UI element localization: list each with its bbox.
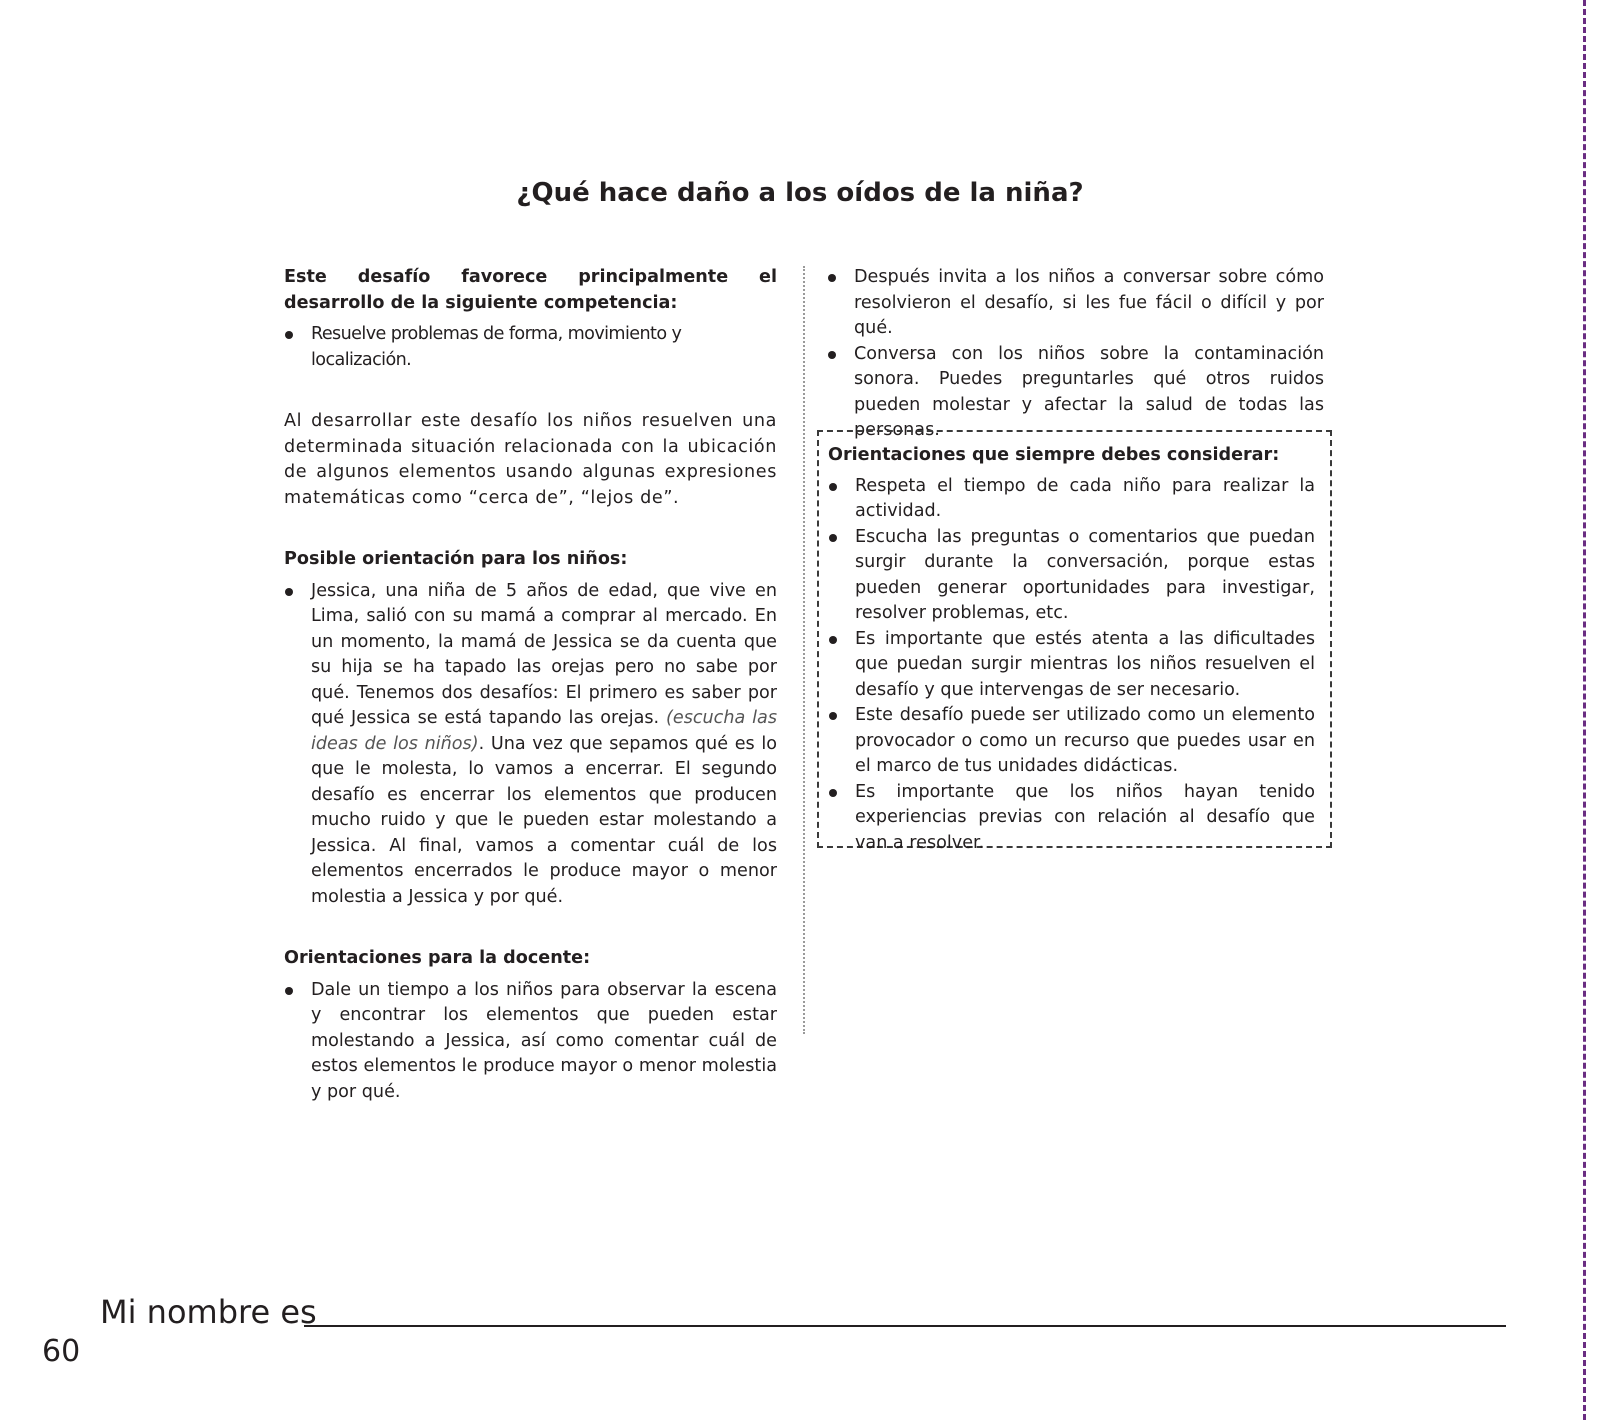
bullet-icon [285,588,293,596]
bullet-icon [285,987,293,995]
teacher-list [284,978,777,1106]
list-item [828,703,1315,780]
name-label: Mi nombre es [100,1293,317,1331]
right-column [827,265,1324,444]
orientation-list [284,579,777,911]
list-item [828,627,1315,704]
teacher-item-text: Dale un tiempo a los niños para observar la escena y encontrar los elementos que pueden estar molestando a Jessica, así como comentar cuál de estos elementos le produce mayor o menor molestia y por qué. [311,979,777,1102]
follow-up-list [827,265,1324,444]
orientation-italic-note: (escucha las ideas de los niños) [311,708,777,754]
bullet-icon [285,331,293,339]
bullet-icon [829,712,837,720]
follow-up-item-text: Después invita a los niños a conversar sobre cómo resolvieron el desafío, si les fue fácil o difícil y por qué. [854,267,1324,338]
column-divider [803,266,805,1034]
considerations-box [817,430,1332,853]
bullet-icon [829,534,837,542]
cut-line [1583,0,1586,1420]
competency-list [284,322,777,373]
left-column [284,265,777,1105]
bullet-icon [828,351,836,359]
orientation-text-part2: . Una vez que sepamos qué es lo que le molesta, lo vamos a encerrar. El segundo desafío es encerrar los elementos que producen mucho ruido y que le pueden estar molestando a Jessica. Al final, vamos a comentar cuál de los elementos encerrados le produce mayor o menor molestia a Jessica y por qué. [311,733,777,907]
teacher-heading: Orientaciones para la docente: [284,948,591,968]
name-write-line[interactable] [304,1325,1506,1327]
list-item [828,780,1315,857]
list-item [827,342,1324,444]
bullet-icon [829,483,837,491]
orientation-text-part1: Jessica, una niña de 5 años de edad, que vive en Lima, salió con su mamá a comprar al mercado. En un momento, la mamá de Jessica se da cuenta que su hija se ha tapado las orejas pero no sabe por qué. Tenemos dos desafíos: El primero es saber por qué Jessica se está tapando las orejas. [311,580,777,728]
orientation-heading: Posible orientación para los niños: [284,549,628,569]
list-item [284,322,777,373]
bullet-icon [829,789,837,797]
list-item [284,579,777,911]
consideration-text: Este desafío puede ser utilizado como un elemento provocador o como un recurso que puedes usar en el marco de tus unidades didácticas. [855,705,1315,776]
list-item [828,525,1315,627]
consideration-text: Escucha las preguntas o comentarios que puedan surgir durante la conversación, porque estas pueden generar oportunidades para investigar, resolver problemas, etc. [855,526,1315,623]
consideration-text: Es importante que los niños hayan tenido experiencias previas con relación al desafío que van a resolver. [855,781,1315,853]
considerations-list [828,474,1315,857]
intro-paragraph: Al desarrollar este desafío los niños resuelven una determinada situación relacionada con la ubicación de algunos elementos usando algunas expresiones matemáticas como “cerca de”, “lejos de”. [284,411,777,508]
page-title: ¿Qué hace daño a los oídos de la niña? [516,178,1084,208]
list-item [827,265,1324,342]
bullet-icon [828,274,836,282]
considerations-heading: Orientaciones que siempre debes considerar: [828,445,1280,465]
page-number: 60 [42,1334,81,1369]
follow-up-item-text: Conversa con los niños sobre la contaminación sonora. Puedes preguntarles qué otros ruidos pueden molestar y afectar la salud de todas las personas. [854,343,1324,440]
consideration-text: Es importante que estés atenta a las dificultades que puedan surgir mientras los niños resuelven el desafío y que intervengas de ser necesario. [855,628,1315,700]
competency-heading: Este desafío favorece principalmente el desarrollo de la siguiente competencia: [284,267,777,313]
list-item [284,978,777,1106]
consideration-text: Respeta el tiempo de cada niño para realizar la actividad. [855,475,1315,521]
competency-item-text: Resuelve problemas de forma, movimiento y localización. [311,324,682,370]
bullet-icon [829,636,837,644]
list-item [828,474,1315,525]
